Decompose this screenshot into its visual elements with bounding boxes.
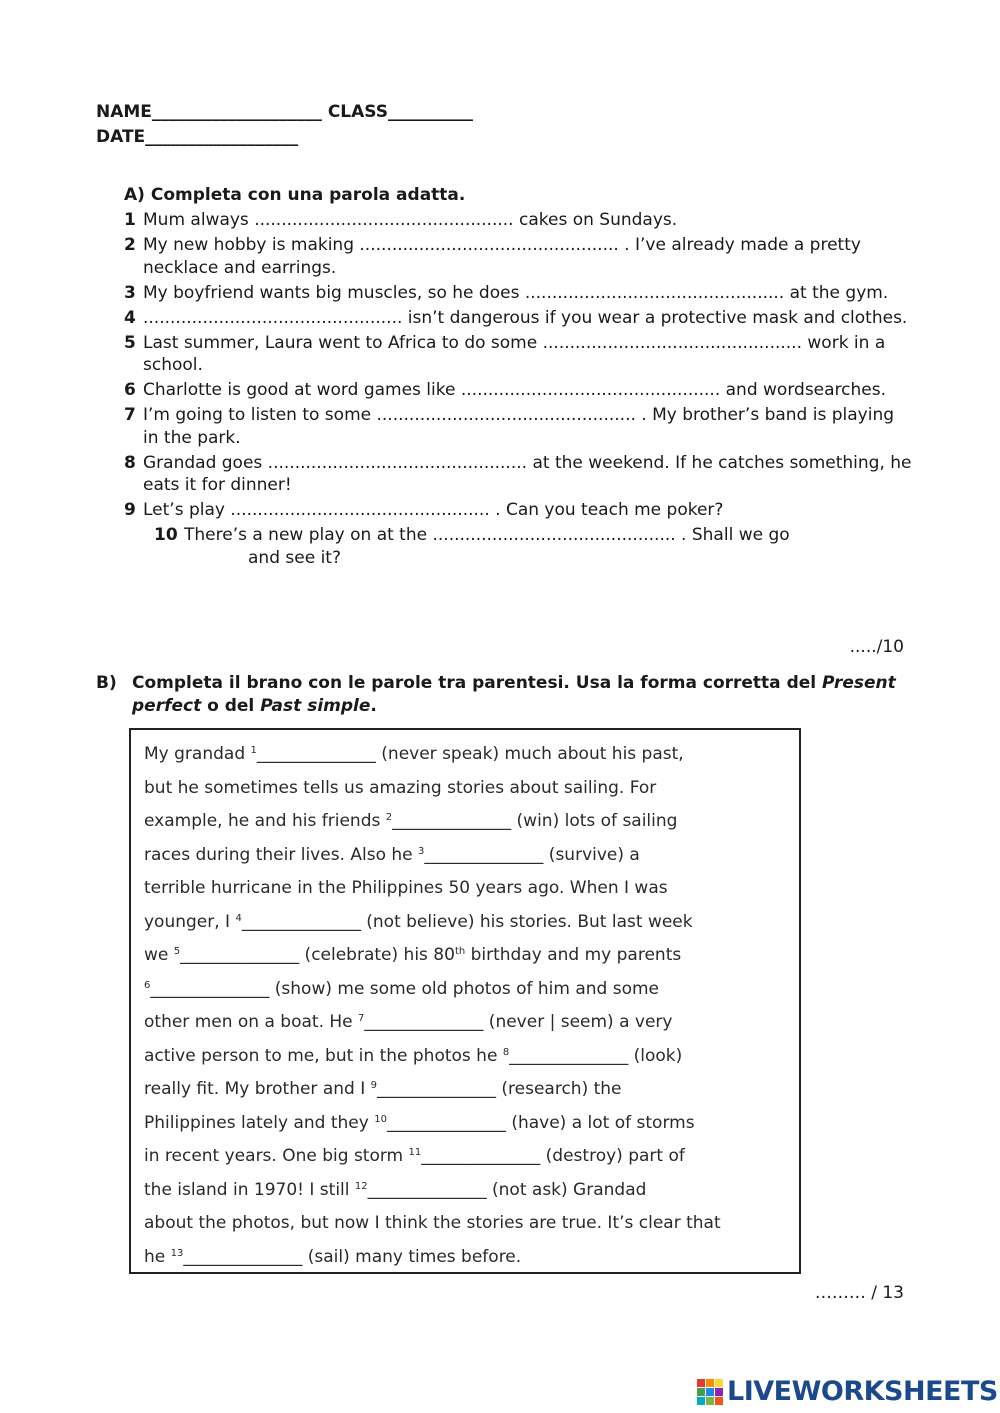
item-text: My boyfriend wants big muscles, so he does ................................................ at the gym. (143, 282, 889, 303)
passage-text: example, he and his friends (144, 811, 386, 831)
exercise-b-label: B) (96, 673, 117, 693)
passage-text: terrible hurricane in the Philippines 50 years ago. When I was (144, 878, 668, 898)
passage-line (144, 1207, 787, 1241)
passage-line (144, 1107, 787, 1141)
item-text: Let’s play ................................................ . Can you teach me poker? (143, 500, 724, 520)
passage-text: other men on a boat. He (144, 1012, 359, 1032)
item-number: 5 (124, 332, 136, 353)
passage-text: ______________ (survive) a (424, 844, 640, 865)
logo-tile (706, 1388, 714, 1396)
passage-line (144, 872, 787, 906)
exercise-a-score: ...../10 (849, 637, 904, 657)
passage-text: ______________ (not believe) his stories. But last week (241, 911, 693, 932)
gap-number: 3 (418, 845, 425, 857)
item-text: There’s a new play on at the ............................................. . Shall we go and see it? (184, 525, 790, 568)
item-number: 3 (124, 282, 136, 303)
name-class-line: NAME____________________ CLASS__________ (96, 102, 474, 122)
gap-number: 5 (173, 946, 181, 957)
gap-number: 4 (235, 912, 242, 924)
passage-line (144, 906, 787, 940)
passage-text: ______________ (sail) many times before. (183, 1246, 522, 1267)
exercise-a-item-7 (124, 404, 914, 449)
logo-tile (697, 1397, 705, 1405)
item-text: My new hobby is making ................................................ . I’ve already made a pretty necklace and earrings. (143, 235, 861, 278)
gap-number: 1 (250, 745, 257, 756)
gap-number: 13 (170, 1247, 184, 1259)
exercise-a-item-9 (124, 499, 914, 522)
ordinal-suffix: th (454, 946, 466, 957)
passage-text: in recent years. One big storm (144, 1146, 409, 1166)
item-number: 6 (124, 380, 136, 400)
gap-number: 6 (144, 979, 151, 991)
item-number: 4 (124, 307, 136, 328)
logo-tile (715, 1397, 723, 1405)
item-text: Mum always ................................................ cakes on Sundays. (143, 210, 678, 230)
exercise-a-item-1 (124, 209, 914, 232)
exercise-a-item-3 (124, 282, 914, 305)
item-number: 1 (124, 210, 136, 230)
exercise-a-item-4 (124, 307, 914, 330)
item-number: 2 (124, 235, 136, 255)
passage-text: birthday and my parents (465, 945, 682, 965)
gap-number: 9 (370, 1080, 377, 1091)
logo-tile (706, 1379, 714, 1387)
gap-number: 7 (358, 1013, 365, 1024)
gap-number: 8 (502, 1046, 510, 1058)
exercise-a-item-5 (124, 332, 914, 377)
passage-text: ______________ (win) lots of sailing (392, 811, 678, 831)
logo-grid-icon (697, 1379, 723, 1405)
passage-text: younger, I (144, 911, 236, 932)
passage-line (144, 805, 787, 839)
passage-text: Philippines lately and they (144, 1112, 375, 1133)
passage-text: ______________ (never speak) much about his past, (256, 744, 684, 764)
item-number: 10 (154, 525, 178, 545)
passage-text: the island in 1970! I still (144, 1179, 355, 1200)
passage-line (144, 1040, 787, 1074)
passage-box (129, 728, 801, 1274)
passage-line (144, 772, 787, 806)
exercise-a (124, 185, 914, 572)
logo-text: LIVEWORKSHEETS (727, 1376, 998, 1407)
item-text: Last summer, Laura went to Africa to do some ................................................ work in a school. (143, 332, 886, 375)
gap-number: 2 (385, 812, 393, 823)
gap-number: 10 (374, 1113, 387, 1125)
exercise-b-score: ……… / 13 (814, 1283, 904, 1303)
exercise-b-instruction-text: Completa il brano con le parole tra parentesi. Usa la forma corretta del Present perfect o del Past simple. (132, 673, 896, 716)
passage-text: ______________ (destroy) part of (421, 1146, 685, 1166)
passage-text: races during their lives. Also he (144, 844, 419, 865)
passage-text: ______________ (have) a lot of storms (386, 1112, 695, 1133)
item-text: ................................................ isn’t dangerous if you wear a protective mask and clothes. (143, 307, 908, 328)
exercise-a-item-10 (154, 524, 914, 569)
passage-text: we (144, 945, 174, 965)
exercise-a-item-2 (124, 234, 914, 279)
passage-text: ______________ (research) the (377, 1079, 622, 1099)
passage-line (144, 939, 787, 973)
item-text: I’m going to listen to some ................................................ . My brother’s band is playing in the park. (143, 405, 895, 448)
passage-text: really fit. My brother and I (144, 1079, 371, 1099)
passage-line (144, 1241, 787, 1275)
liveworksheets-logo (697, 1376, 998, 1407)
gap-number: 11 (408, 1147, 422, 1158)
passage-line (144, 738, 787, 772)
logo-tile (697, 1379, 705, 1387)
logo-tile (715, 1379, 723, 1387)
passage-line (144, 839, 787, 873)
student-header (96, 100, 473, 150)
exercise-a-items (124, 209, 914, 522)
logo-tile (715, 1388, 723, 1396)
passage-text: active person to me, but in the photos he (144, 1045, 503, 1066)
passage-text: ______________ (look) (509, 1045, 683, 1066)
passage-text: ______________ (celebrate) his 80 (180, 945, 455, 965)
logo-tile (697, 1388, 705, 1396)
passage-line (144, 1073, 787, 1107)
item-text: Grandad goes ................................................ at the weekend. If he catches something, he eats it for dinner! (143, 452, 912, 495)
passage-text: ______________ (not ask) Grandad (367, 1179, 647, 1200)
passage-line (144, 973, 787, 1007)
item-number: 8 (124, 452, 136, 473)
passage-text: My grandad (144, 744, 251, 764)
item-number: 7 (124, 405, 136, 425)
exercise-a-title: A) Completa con una parola adatta. (124, 185, 466, 205)
date-line: DATE__________________ (96, 127, 299, 147)
exercise-a-item-8 (124, 452, 914, 497)
passage-line (144, 1174, 787, 1208)
passage-line (144, 1006, 787, 1040)
logo-tile (706, 1397, 714, 1405)
exercise-a-item-6 (124, 379, 914, 402)
passage-line (144, 1140, 787, 1174)
exercise-b-instruction (96, 672, 896, 718)
passage-text: ______________ (show) me some old photos of him and some (150, 978, 660, 999)
gap-number: 12 (354, 1180, 368, 1192)
passage-text: ______________ (never | seem) a very (364, 1012, 673, 1032)
passage-text: about the photos, but now I think the stories are true. It’s clear that (144, 1213, 721, 1233)
item-number: 9 (124, 500, 136, 520)
item-text: Charlotte is good at word games like ................................................ and wordsearches. (143, 380, 887, 400)
passage-text: but he sometimes tells us amazing stories about sailing. For (144, 777, 657, 798)
passage-text: he (144, 1246, 171, 1267)
